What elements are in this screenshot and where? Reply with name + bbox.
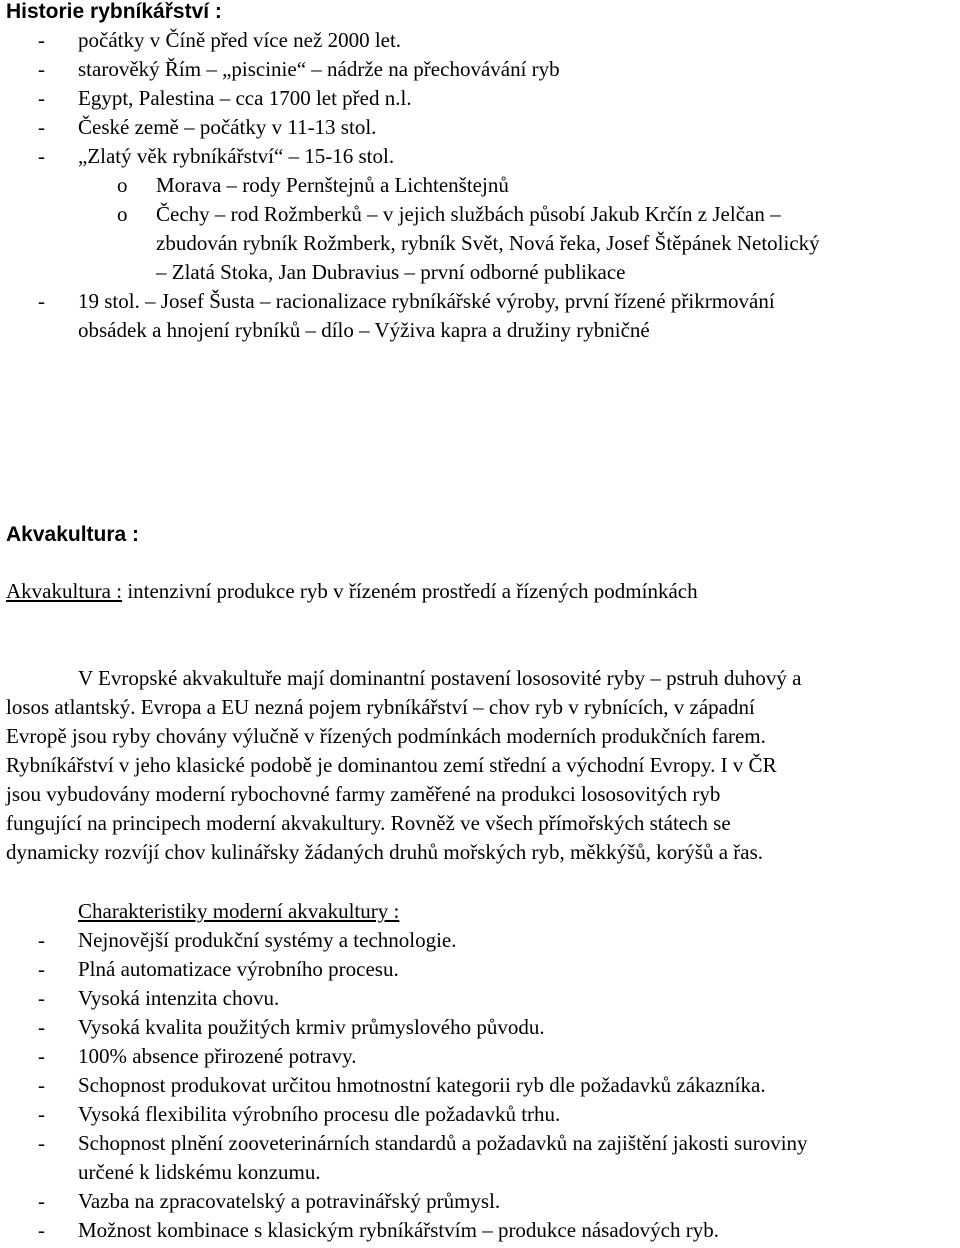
characteristic-item: Vysoká kvalita použitých krmiv průmyslového původu. (78, 1015, 545, 1039)
paragraph-line: Evropě jsou ryby chovány výlučně v řízených podmínkách moderních produkčních farem. (6, 724, 766, 748)
characteristics-heading: Charakteristiky moderní akvakultury : (78, 899, 400, 923)
history-subitem: Morava – rody Pernštejnů a Lichtenštejnů (156, 173, 509, 197)
characteristic-item: Schopnost produkovat určitou hmotnostní kategorii ryb dle požadavků zákazníka. (78, 1073, 766, 1097)
bullet-dash: - (38, 928, 45, 952)
history-subitem: Čechy – rod Rožmberků – v jejich službách působí Jakub Krčín z Jelčan – (156, 202, 781, 226)
bullet-dash: - (38, 289, 45, 313)
bullet-dash: - (38, 957, 45, 981)
history-item: počátky v Číně před více než 2000 let. (78, 28, 402, 52)
history-item: „Zlatý věk rybníkářství“ – 15-16 stol. (78, 144, 395, 168)
characteristic-item-cont: určené k lidskému konzumu. (78, 1160, 321, 1184)
history-item: 19 stol. – Josef Šusta – racionalizace rybníkářské výroby, první řízené přikrmování (78, 289, 775, 313)
bullet-dash: - (38, 1131, 45, 1155)
characteristic-item: 100% absence přirozené potravy. (78, 1044, 357, 1068)
aquaculture-heading: Akvakultura : (6, 523, 140, 546)
characteristic-item: Vysoká intenzita chovu. (78, 986, 280, 1010)
bullet-dash: - (38, 1044, 45, 1068)
bullet-circle: o (117, 202, 128, 226)
definition-label: Akvakultura : (6, 579, 123, 603)
bullet-dash: - (38, 1102, 45, 1126)
paragraph-line: Rybníkářství v jeho klasické podobě je dominantou zemí střední a východní Evropy. I v ČR (6, 753, 777, 777)
characteristic-item: Vysoká flexibilita výrobního procesu dle požadavků trhu. (78, 1102, 561, 1126)
bullet-dash: - (38, 986, 45, 1010)
paragraph-line: fungující na principech moderní akvakultury. Rovněž ve všech přímořských státech se (6, 811, 731, 835)
bullet-dash: - (38, 57, 45, 81)
aquaculture-definition (6, 577, 698, 606)
bullet-dash: - (38, 1015, 45, 1039)
bullet-dash: - (38, 1218, 45, 1242)
history-subitem-cont: zbudován rybník Rožmberk, rybník Svět, Nová řeka, Josef Štěpánek Netolický (156, 231, 820, 255)
bullet-dash: - (38, 86, 45, 110)
characteristic-item: Možnost kombinace s klasickým rybníkářstvím – produkce násadových ryb. (78, 1218, 719, 1242)
bullet-dash: - (38, 1189, 45, 1213)
bullet-dash: - (38, 144, 45, 168)
history-item-cont: obsádek a hnojení rybníků – dílo – Výživa kapra a družiny rybničné (78, 318, 650, 342)
bullet-circle: o (117, 173, 128, 197)
definition-text: intenzivní produkce ryb v řízeném prostředí a řízených podmínkách (122, 579, 698, 603)
paragraph-line: jsou vybudovány moderní rybochovné farmy zaměřené na produkci lososovitých ryb (6, 782, 721, 806)
paragraph-line: dynamicky rozvíjí chov kulinářsky žádaných druhů mořských ryb, měkkýšů, korýšů a řas. (6, 840, 763, 864)
history-subitem-cont: – Zlatá Stoka, Jan Dubravius – první odborné publikace (156, 260, 626, 284)
bullet-dash: - (38, 115, 45, 139)
history-item: starověký Řím – „piscinie“ – nádrže na přechovávání ryb (78, 57, 560, 81)
characteristic-item: Plná automatizace výrobního procesu. (78, 957, 399, 981)
bullet-dash: - (38, 1073, 45, 1097)
paragraph-line: V Evropské akvakultuře mají dominantní postavení lososovité ryby – pstruh duhový a (78, 666, 802, 690)
history-item: České země – počátky v 11-13 stol. (78, 115, 377, 139)
characteristic-item: Schopnost plnění zooveterinárních standardů a požadavků na zajištění jakosti suroviny (78, 1131, 808, 1155)
paragraph-line: losos atlantský. Evropa a EU nezná pojem rybníkářství – chov ryb v rybnících, v západní (6, 695, 755, 719)
history-item: Egypt, Palestina – cca 1700 let před n.l. (78, 86, 412, 110)
characteristic-item: Nejnovější produkční systémy a technologie. (78, 928, 457, 952)
history-heading: Historie rybníkářství : (6, 0, 222, 23)
characteristic-item: Vazba na zpracovatelský a potravinářský průmysl. (78, 1189, 501, 1213)
bullet-dash: - (38, 28, 45, 52)
